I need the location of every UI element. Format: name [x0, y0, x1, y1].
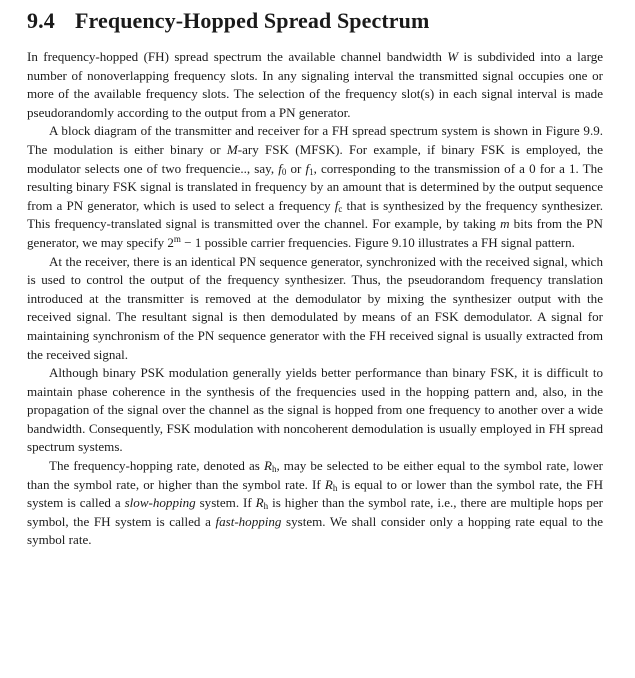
- paragraph-3: At the receiver, there is an identical PN sequence generator, synchronized with the received signal, which is used to control the output of the frequency synthesizer. Thus, the pseudorandom frequency translation introduced at the transmitter is removed at the demodulator by mixing the synthesizer output with the received signal. The resultant signal is then demodulated by means of an FSK demodulator. A signal for maintaining synchronism of the PN sequence generator with the FH received signal is usually extracted from the received signal.: [27, 253, 603, 362]
- paragraph-2: [27, 122, 603, 252]
- text-run: is equal to or lower than the symbol rate, the FH system is called a: [27, 476, 603, 511]
- math-var: m: [500, 216, 510, 232]
- math-var: f: [278, 160, 282, 176]
- math-var: f: [305, 160, 310, 176]
- text-run: is subdivided into a large number of nonoverlapping frequency slots. In any signaling interval the transmitted signal occupies one or more of the available frequency slots. The selection of the frequency slot(s) in each signal interval is made pseudorandomly according to the output from a PN generator.: [27, 49, 604, 120]
- math-var: R: [255, 495, 264, 511]
- math-var: R: [263, 458, 272, 474]
- text-run: − 1 possible carrier frequencies. Figure 9.10 illustrates a FH signal pattern.: [180, 234, 575, 250]
- math-subscript: h: [263, 501, 269, 512]
- section-title: Frequency-Hopped Spread Spectrum: [75, 8, 430, 33]
- emphasis-term: fast-hopping: [215, 513, 282, 529]
- text-run: bits from the PN generator, we may specify 2: [27, 216, 603, 250]
- text-run: that is synthesized by the frequency synthesizer. This frequency-translated signal is transmitted over the channel. For example, by taking: [27, 197, 603, 232]
- text-run: , may be selected to be either equal to the symbol rate, lower than the symbol rate, or higher than the symbol rate. If: [27, 458, 603, 492]
- emphasis-term: slow-hopping: [124, 495, 196, 511]
- text-run: system. If: [195, 495, 256, 511]
- text-run: is higher than the symbol rate, i.e., there are multiple hops per symbol, the FH system is called a: [27, 495, 603, 529]
- math-subscript: 0: [281, 166, 287, 177]
- text-run: , corresponding to the transmission of a 0 for a 1. The resulting binary FSK signal is translated in frequency by an amount that is determined by the output sequence from a PN generator, which is used to select a frequency: [27, 160, 603, 213]
- math-subscript: c: [338, 203, 343, 214]
- math-var: R: [324, 476, 333, 492]
- math-subscript: h: [271, 464, 277, 475]
- math-superscript: m: [173, 233, 181, 244]
- math-var: f: [334, 197, 339, 213]
- math-subscript: h: [332, 482, 338, 493]
- paragraph-4: Although binary PSK modulation generally yields better performance than binary FSK, it is difficult to maintain phase coherence in the synthesis of the frequencies used in the hopping pattern and, also, in the propagation of the signal over the channel as the signal is hopped from one frequency to another over a wide bandwidth. Consequently, FSK modulation with noncoherent demodulation is usually employed in FH spread spectrum systems.: [27, 365, 603, 455]
- math-var: M: [226, 141, 238, 157]
- text-run: The frequency-hopping rate, denoted as: [49, 458, 264, 474]
- text-run: -ary FSK (MFSK). For example, if binary FSK is employed, the modulator selects one of two frequencie.., say,: [27, 141, 603, 176]
- math-var: W: [447, 49, 459, 64]
- text-run: In frequency-hopped (FH) spread spectrum the available channel bandwidth: [27, 49, 448, 64]
- text-run: or: [286, 160, 306, 176]
- paragraph-5: [27, 457, 603, 550]
- paragraph-1: [27, 48, 603, 122]
- text-run: A block diagram of the transmitter and receiver for a FH spread spectrum system is shown in Figure 9.9. The modulation is either binary or: [27, 123, 603, 157]
- text-run: system. We shall consider only a hopping rate equal to the symbol rate.: [27, 513, 603, 548]
- section-heading: [27, 8, 603, 34]
- section-number: 9.4: [27, 8, 55, 33]
- math-subscript: 1: [309, 166, 314, 177]
- page-content: [27, 8, 603, 550]
